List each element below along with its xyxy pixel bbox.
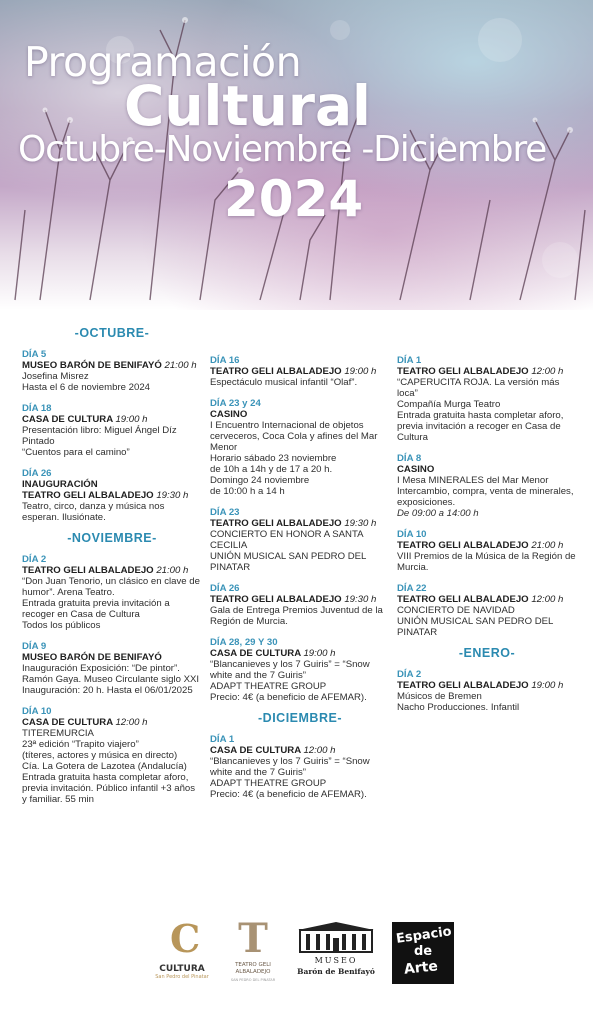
event-day: DÍA 5 [22,349,47,360]
event-venue-line [397,680,577,691]
event-detail: Entrada gratuita previa invitación a recoger en Casa de Cultura [22,598,170,620]
event-venue: TEATRO GELI ALBALADEJO [397,594,529,605]
espacio-logo-line3: Arte [403,958,439,978]
event-venue: CASINO [210,409,248,420]
event-detail: 23ª edición “Trapito viajero” [22,739,139,750]
event-detail: CONCIERTO DE NAVIDAD [397,605,515,616]
event-time: 19:30 h [344,594,377,605]
espacio-de-arte-logo [392,922,454,984]
event-detail: Inauguración: 20 h. Hasta el 06/01/2025 [22,685,193,696]
title-line-1: Programación [24,38,302,86]
event-venue: CASA DE CULTURA [22,717,113,728]
event-venue-line [22,652,202,663]
event-day: DÍA 10 [397,529,427,540]
event-detail: CONCIERTO EN HONOR A SANTA CECILIA [210,529,363,551]
teatro-logo [228,915,278,984]
event-detail: De 09:00 a 14:00 h [397,508,479,519]
event-venue: CASA DE CULTURA [210,745,301,756]
event-detail: Cía. La Gotera de Lazotea (Andalucía) [22,761,187,772]
event-venue: MUSEO BARÓN DE BENIFAYÓ [22,652,162,663]
event-venue: CASINO [397,464,435,475]
event-entry [22,403,202,458]
header-banner [0,0,593,310]
event-venue: TEATRO GELI ALBALADEJO [210,518,342,529]
event-entry [397,529,577,573]
event-venue: MUSEO BARÓN DE BENIFAYÓ [22,360,162,371]
event-time: 19:30 h [156,490,189,501]
event-entry [22,641,202,696]
teatro-logo-sub: SAN PEDRO DEL PINATAR [230,978,276,982]
event-venue: CASA DE CULTURA [210,648,301,659]
event-detail: Precio: 4€ (a beneficio de AFEMAR). [210,789,367,800]
event-detail: Entrada gratuita hasta completar aforo, previa invitación a recoger en Casa de Cultura [397,410,564,443]
event-time: 19:00 h [303,648,336,659]
event-detail: TITEREMURCIA [22,728,94,739]
teatro-logo-name: TEATRO GELI ALBALADEJO [235,962,271,975]
event-detail: Compañía Murga Teatro [397,399,501,410]
title-year: 2024 [224,170,364,228]
teatro-logo-letter: T [238,915,268,962]
event-detail: Domingo 24 noviembre [210,475,310,486]
month-heading: -OCTUBRE- [74,326,150,340]
event-entry [210,507,390,573]
museo-logo-sub: Barón de Benifayó [297,967,375,976]
event-entry [210,637,390,703]
event-venue: TEATRO GELI ALBALADEJO [22,490,154,501]
event-day: DÍA 10 [22,706,52,717]
event-detail: Músicos de Bremen [397,691,482,702]
cultura-logo-name: CULTURA [159,964,205,974]
event-entry [210,398,390,497]
event-detail: Inauguración Exposición: “De pintor”. Ramón Gaya. Museo Circulante siglo XXI [22,663,200,685]
event-detail: Horario sábado 23 noviembre [210,453,337,464]
event-time: 19:00 h [344,366,377,377]
event-venue: TEATRO GELI ALBALADEJO [397,366,529,377]
event-detail: Intercambio, compra, venta de minerales, exposiciones. [397,486,574,508]
event-detail: ADAPT THEATRE GROUP [210,681,327,692]
event-detail: Teatro, circo, danza y música nos esperan. Ilusiónate. [22,501,165,523]
event-day: DÍA 2 [397,669,422,680]
event-day: DÍA 1 [397,355,422,366]
event-detail: de 10:00 h a 14 h [210,486,285,497]
event-detail: Entrada gratuita hasta completar aforo, previa invitación. Público infantil +3 años y familiar. 55 min [22,772,196,805]
espacio-logo-line1: Espacio [395,924,453,947]
event-entry [210,734,390,800]
logo-footer [0,915,593,990]
event-entry [210,355,390,388]
event-detail: “Blancanieves y los 7 Guiris” = “Snow white and the 7 Guiris” [210,659,370,681]
event-time: 19:00 h [115,414,148,425]
museo-logo [296,920,376,984]
column-2 [210,355,390,810]
event-entry [22,706,202,805]
event-venue-line [22,490,202,501]
event-detail: I Mesa MINERALES del Mar Menor [397,475,549,486]
event-detail: Precio: 4€ (a beneficio de AFEMAR). [210,692,367,703]
event-detail: UNIÓN MUSICAL SAN PEDRO DEL PINATAR [210,551,367,573]
event-venue-line [22,717,202,728]
event-detail: Todos los públicos [22,620,101,631]
event-day: DÍA 22 [397,583,427,594]
event-venue-line [397,540,577,551]
event-entry [397,669,577,713]
event-time: 19:30 h [344,518,377,529]
event-detail: Hasta el 6 de noviembre 2024 [22,382,150,393]
event-entry [22,349,202,393]
event-label: INAUGURACIÓN [22,479,98,490]
event-detail: Nacho Producciones. Infantil [397,702,520,713]
event-day: DÍA 28, 29 Y 30 [210,637,278,648]
event-day: DÍA 26 [210,583,240,594]
event-time: 12:00 h [303,745,336,756]
event-time: 19:00 h [531,680,564,691]
event-entry [22,554,202,631]
event-detail: (títeres, actores y música en directo) [22,750,178,761]
cultura-logo-sub: San Pedro del Pinatar [155,974,209,980]
event-detail: Espectáculo musical infantil “Olaf”. [210,377,358,388]
cultura-logo [152,916,212,984]
museum-building-icon [296,920,376,954]
event-venue-line [22,565,202,576]
event-venue-line [210,518,390,529]
espacio-logo-line2: de [414,944,433,959]
event-venue-line [210,648,390,659]
title-line-2: Cultural [124,74,371,138]
event-day: DÍA 8 [397,453,422,464]
event-detail: Presentación libro: Miguel Ángel Díz Pintado [22,425,177,447]
event-detail: de 10h a 14h y de 17 a 20 h. [210,464,333,475]
column-1 [22,328,202,815]
event-detail: “Don Juan Tenorio, un clásico en clave de humor”. Arena Teatro. [22,576,200,598]
event-venue-line [22,360,202,371]
event-day: DÍA 23 [210,507,240,518]
museo-logo-name: MUSEO [314,956,358,965]
event-day: DÍA 26 [22,468,52,479]
event-day: DÍA 1 [210,734,235,745]
event-detail: I Encuentro Internacional de objetos cerveceros, Coca Cola y afines del Mar Menor [210,420,378,453]
event-venue-line [397,366,577,377]
event-venue-line [210,366,390,377]
event-entry [397,453,577,519]
month-heading: -ENERO- [458,646,516,660]
event-day: DÍA 18 [22,403,52,414]
month-heading: -DICIEMBRE- [258,711,342,725]
event-detail: UNIÓN MUSICAL SAN PEDRO DEL PINATAR [397,616,554,638]
event-venue-line [210,745,390,756]
event-entry [397,583,577,638]
event-venue-line [397,594,577,605]
event-day: DÍA 9 [22,641,47,652]
event-day: DÍA 16 [210,355,240,366]
event-detail: “CAPERUCITA ROJA. La versión más loca” [397,377,560,399]
event-time: 21:00 h [164,360,197,371]
event-venue: TEATRO GELI ALBALADEJO [397,680,529,691]
event-detail: Josefina Misrez [22,371,89,382]
event-venue-line [210,594,390,605]
event-day: DÍA 23 y 24 [210,398,261,409]
event-venue: CASA DE CULTURA [22,414,113,425]
cultura-logo-letter: C [170,916,201,961]
event-detail: VIII Premios de la Música de la Región de Murcia. [397,551,576,573]
event-venue: TEATRO GELI ALBALADEJO [210,366,342,377]
title-months: Octubre-Noviembre -Diciembre [18,129,547,170]
event-entry [210,583,390,627]
event-time: 21:00 h [156,565,189,576]
event-venue: TEATRO GELI ALBALADEJO [397,540,529,551]
event-venue-line [397,464,577,475]
event-entry [22,468,202,523]
event-detail: ADAPT THEATRE GROUP [210,778,327,789]
event-entry [397,355,577,443]
event-venue-line [210,409,390,420]
event-day: DÍA 2 [22,554,47,565]
event-venue: TEATRO GELI ALBALADEJO [210,594,342,605]
month-heading: -NOVIEMBRE- [67,531,157,545]
event-detail: “Blancanieves y los 7 Guiris” = “Snow white and the 7 Guiris” [210,756,370,778]
event-detail: Gala de Entrega Premios Juventud de la Región de Murcia. [210,605,383,627]
event-venue-line [22,414,202,425]
event-venue: TEATRO GELI ALBALADEJO [22,565,154,576]
event-time: 12:00 h [115,717,148,728]
event-time: 21:00 h [531,540,564,551]
event-time: 12:00 h [531,594,564,605]
event-detail: “Cuentos para el camino” [22,447,130,458]
event-time: 12:00 h [531,366,564,377]
column-3 [397,355,577,723]
